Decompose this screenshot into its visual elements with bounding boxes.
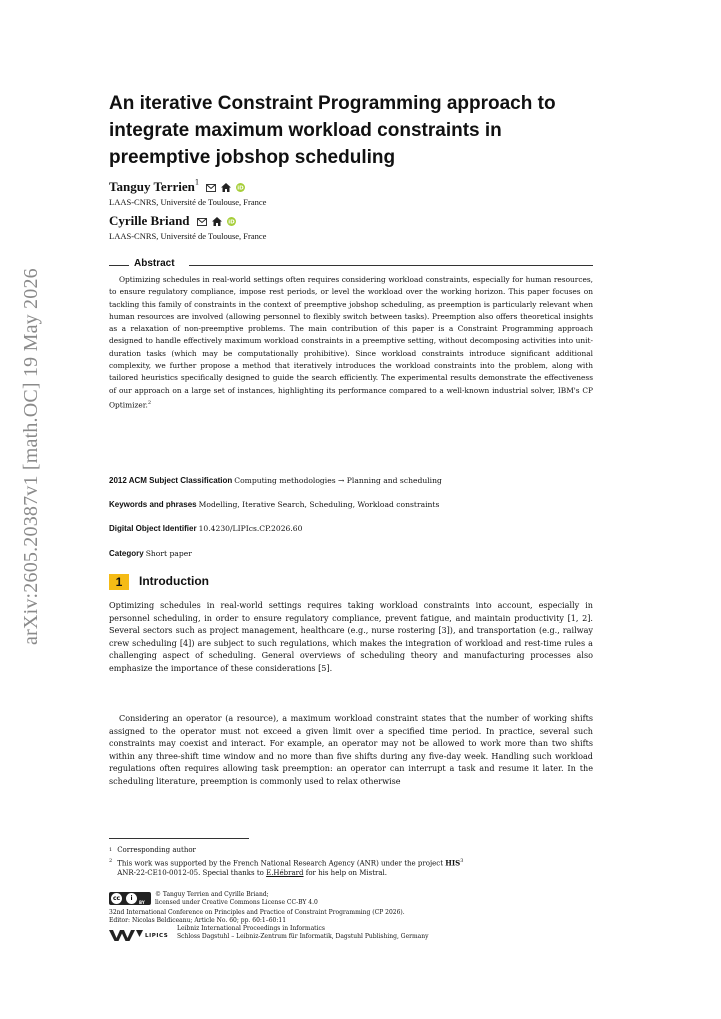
arxiv-identifier: arXiv:2605.20387v1 [math.OC] 19 May 2026	[20, 268, 42, 645]
by-icon: i	[126, 893, 137, 904]
body-paragraph-2: Considering an operator (a resource), a maximum workload constraint states that the number of working shifts assigned to the operator must not exceed a given limit over a specified time period. In practice, several such constraints may coexist and interact. For example, an operator may not be allowed to work more than two shifts within any three-shift time window and no more than five shifts during any five-day week. Handling such workload regulations often requires allowing task preemption: an operator can interrupt a task and resume it later. In the scheduling literature, preemption is commonly used to relax otherwise	[109, 713, 593, 786]
footnote-project-mark: 3	[460, 858, 464, 864]
copyright-line: © Tanguy Terrien and Cyrille Briand;	[155, 891, 269, 898]
category-label: Category	[109, 549, 144, 558]
lipics-wordmark: LIPICS	[145, 933, 169, 939]
paper-title: An iterative Constraint Programming approach to integrate maximum workload constraints in preemptive jobshop scheduling	[109, 93, 556, 168]
category	[109, 549, 593, 558]
orcid-icon[interactable]	[227, 217, 236, 226]
acm-value: Computing methodologies → Planning and scheduling	[234, 476, 442, 485]
abstract-rule-left	[109, 265, 129, 266]
abstract-footnote-mark: 2	[147, 399, 152, 406]
acm-label: 2012 ACM Subject Classification	[109, 476, 233, 485]
doi-label: Digital Object Identifier	[109, 524, 197, 533]
orcid-icon[interactable]	[236, 183, 245, 192]
section-heading	[109, 573, 209, 589]
svg-text:iD: iD	[237, 185, 245, 192]
author-footnote-mark: 1	[194, 178, 200, 187]
abstract-rule-right	[189, 265, 593, 266]
svg-text:iD: iD	[227, 219, 235, 226]
footnote-text: Corresponding author	[117, 846, 196, 854]
abstract-label: Abstract	[134, 258, 175, 269]
footnote-mark: 1	[109, 847, 113, 853]
abstract-heading	[109, 258, 593, 272]
author-name: Tanguy Terrien	[109, 179, 195, 194]
keywords	[109, 500, 593, 509]
author-affiliation: LAAS-CNRS, Université de Toulouse, France	[109, 231, 267, 242]
footnote-text	[117, 857, 587, 878]
author-2	[109, 212, 266, 241]
footnote-project: HIS	[445, 858, 461, 868]
series-line: Leibniz International Proceedings in Informatics	[177, 925, 325, 932]
footnote-mark: 2	[109, 858, 113, 864]
doi-value[interactable]: 10.4230/LIPIcs.CP.2026.60	[198, 524, 303, 533]
section-number: 1	[109, 574, 129, 590]
home-icon[interactable]	[221, 183, 231, 192]
conference-line: 32nd International Conference on Principles and Practice of Constraint Programming (CP 2026).	[109, 909, 405, 916]
envelope-icon[interactable]	[206, 184, 216, 192]
by-label: BY	[139, 900, 145, 905]
editor-line: Editor: Nicolas Beldiceanu; Article No. 60; pp. 60:1–60:11	[109, 917, 287, 924]
license-line: licensed under Creative Commons License CC-BY 4.0	[155, 899, 318, 906]
footnote-2	[109, 857, 593, 878]
abstract-body: Optimizing schedules in real-world settings often requires considering workload constraints, especially for human resources, to ensure regulatory compliance, impose rest periods, or level the workload over the working horizon. This paper focuses on tackling this family of constraints in the context of preemptive jobshop scheduling, as preemption is particularly relevant when human resources are involved (allowing personnel to flexibly switch between tasks). Preemption also offers theoretical insights as a relaxation of non-preemptive problems. The main contribution of this paper is a Constraint Programming approach designed to handle effectively maximum workload constraints in a preemptive setting, without decomposing activities into unit-duration tasks (which may be computationally prohibitive). Since workload constraints introduce significant additional complexity, we further propose a method that iteratively introduces the workload constraints into the problem, along with tailored heuristics specifically designed to guide the search efficiently. The experimental results demonstrate the effectiveness of our approach on a large set of instances, highlighting its performance compared to a well-known industrial solver, IBM's CP Optimizer.	[109, 275, 593, 410]
home-icon[interactable]	[212, 217, 222, 226]
section-title: Introduction	[139, 574, 209, 588]
footnote-text-part-c: for his help on Mistral.	[303, 868, 388, 877]
body-paragraph-1: Optimizing schedules in real-world settings requires taking workload constraints into account, especially in personnel scheduling, in order to ensure regulatory compliance, prevent fatigue, and maintain productivity [1, 2]. Several sectors such as project management, healthcare (e.g., nurse rostering [3]), and transportation (e.g., railway crew scheduling [4]) are subject to such regulations, which makes the integration of workload and rest-time rules a challenging aspect of scheduling. General overviews of scheduling theory and manufacturing processes also emphasize the importance of these considerations [5].	[109, 600, 593, 673]
footnote-text-part-a: This work was supported by the French National Research Agency (ANR) under the project	[117, 859, 446, 868]
footnote-person-link[interactable]: E.Hébrard	[266, 868, 304, 877]
publisher-line: Schloss Dagstuhl – Leibniz-Zentrum für Informatik, Dagstuhl Publishing, Germany	[177, 933, 429, 940]
abstract-text	[109, 274, 593, 412]
footnote-rule	[109, 838, 249, 839]
author-affiliation: LAAS-CNRS, Université de Toulouse, France	[109, 197, 267, 208]
cc-by-badge[interactable]	[109, 892, 151, 905]
author-name: Cyrille Briand	[109, 213, 190, 228]
envelope-icon[interactable]	[197, 218, 207, 226]
keywords-value: Modelling, Iterative Search, Scheduling, Workload constraints	[198, 500, 440, 509]
doi	[109, 524, 593, 533]
keywords-label: Keywords and phrases	[109, 500, 197, 509]
author-1	[109, 178, 266, 207]
acm-classification	[109, 476, 593, 485]
footnote-text-part-b: ANR-22-CE10-0012-05. Special thanks to	[117, 868, 267, 877]
lipics-logo-icon	[109, 929, 143, 942]
category-value: Short paper	[145, 549, 192, 558]
cc-icon: cc	[112, 895, 121, 902]
